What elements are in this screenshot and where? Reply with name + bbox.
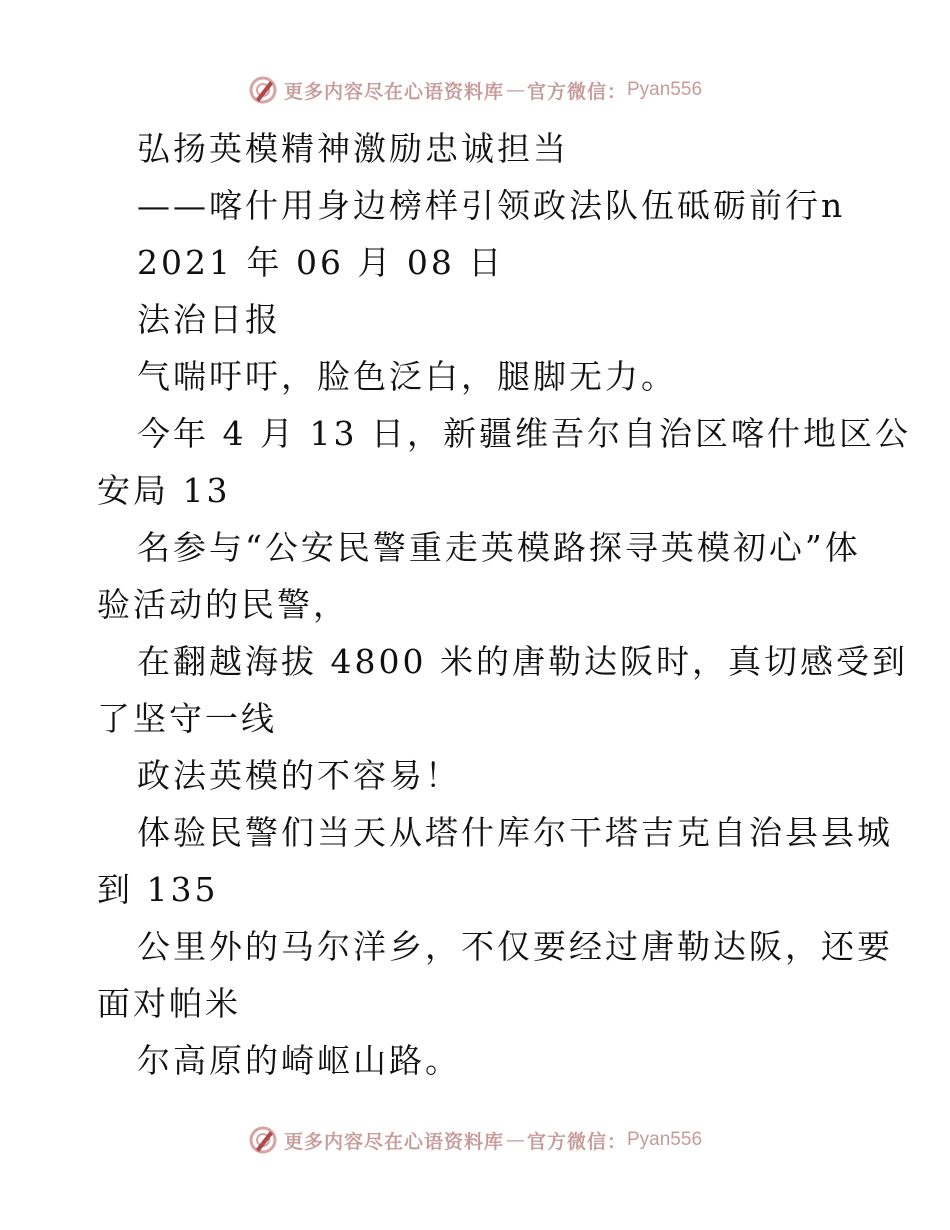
document-title: 弘扬英模精神激励忠诚担当 — [137, 129, 569, 168]
paragraph-line: 今年 4 月 13 日，新疆维吾尔自治区喀什地区公 — [137, 414, 911, 453]
paragraph-line: 政法英模的不容易！ — [137, 756, 461, 795]
document-source: 法治日报 — [137, 300, 281, 339]
watermark-wechat-id: Pyan556 — [627, 79, 703, 100]
paragraph-line: 名参与“公安民警重走英模路探寻英模初心”体 — [137, 528, 861, 567]
paragraph-line: 了坚守一线 — [97, 699, 277, 738]
watermark-wechat-label: 官方微信： — [526, 1130, 627, 1153]
paragraph-line: 尔高原的崎岖山路。 — [137, 1041, 461, 1080]
paragraph-line: 验活动的民警， — [97, 585, 349, 624]
watermark-text: 更多内容尽在心语资料库 — [283, 80, 504, 103]
watermark-wechat-id: Pyan556 — [627, 1129, 703, 1150]
watermark-text: 更多内容尽在心语资料库 — [283, 1130, 504, 1153]
document-date: 2021 年 06 月 08 日 — [137, 243, 505, 282]
paragraph-line: 在翻越海拔 4800 米的唐勒达阪时，真切感受到 — [137, 642, 908, 681]
paragraph-line: 体验民警们当天从塔什库尔干塔吉克自治县县城 — [137, 813, 893, 852]
paragraph-line: 到 135 — [97, 870, 219, 909]
watermark-wechat-label: 官方微信： — [526, 80, 627, 103]
document-body — [97, 120, 911, 1089]
watermark-separator: — — [505, 1129, 525, 1151]
paragraph-line: 公里外的马尔洋乡，不仅要经过唐勒达阪，还要 — [137, 927, 893, 966]
watermark-banner-bottom — [0, 1120, 950, 1160]
document-subtitle: ——喀什用身边榜样引领政法队伍砥砺前行n — [137, 186, 846, 225]
watermark-banner-top — [0, 70, 950, 110]
paragraph-line: 面对帕米 — [97, 984, 241, 1023]
watermark-separator: — — [505, 79, 525, 101]
paragraph-line: 气喘吁吁，脸色泛白，腿脚无力。 — [137, 357, 677, 396]
pen-logo-icon — [248, 1125, 278, 1155]
pen-logo-icon — [248, 75, 278, 105]
paragraph-line: 安局 13 — [97, 471, 231, 510]
